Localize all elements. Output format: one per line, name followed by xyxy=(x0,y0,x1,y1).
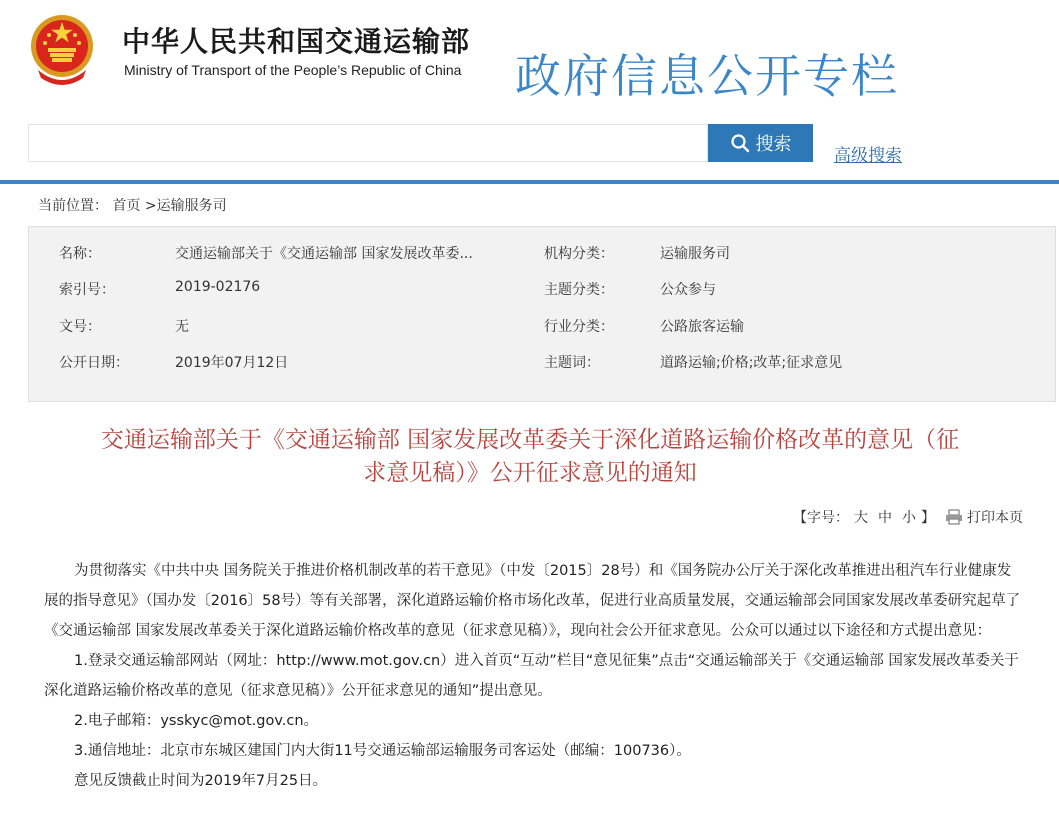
meta-index-value: 2019-02176 xyxy=(175,279,261,295)
body-paragraph: 为贯彻落实《中共中央 国务院关于推进价格机制改革的若干意见》（中发〔2015〕28号）和《国务院办公厅关于深化改革推进出租汽车行业健康发展的指导意见》（国办发〔2016〕58号）等有关部署，深化道路运输价格市场化改革，促进行业高质量发展，交通运输部会同国家发展改革委研究起草了《交通运输部 国家发展改革委关于深化道路运输价格改革的意见（征求意见稿）》，现向社会公开征求意见。公众可以通过以下途径和方式提出意见： xyxy=(44,563,1021,639)
meta-keywords-value: 道路运输;价格;改革;征求意见 xyxy=(660,355,843,371)
search-input[interactable] xyxy=(28,124,708,162)
meta-topic-value: 公众参与 xyxy=(660,282,716,298)
body-paragraph: 1.登录交通运输部网站（网址：http://www.mot.gov.cn）进入首页“互动”栏目“意见征集”点击“交通运输部关于《交通运输部 国家发展改革委关于深化道路运输价格改革的意见（征求意见稿）》公开征求意见的通知”提出意见。 xyxy=(44,653,1019,699)
breadcrumb-current-link[interactable]: 运输服务司 xyxy=(156,198,227,214)
meta-doc-no-value: 无 xyxy=(175,319,189,335)
body-paragraph: 意见反馈截止时间为2019年7月25日。 xyxy=(74,773,328,789)
header-divider xyxy=(0,180,1059,184)
body-paragraph: 3.通信地址：北京市东城区建国门内大街11号交通运输部运输服务司客运处（邮编：100736）。 xyxy=(74,743,691,759)
ministry-name-cn: 中华人民共和国交通运输部 xyxy=(122,25,471,58)
meta-name-label: 名称： xyxy=(59,246,101,262)
breadcrumb-separator: > xyxy=(140,198,157,214)
meta-industry-label: 行业分类： xyxy=(544,319,614,335)
meta-doc-no-label: 文号： xyxy=(59,319,101,335)
meta-keywords-label: 主题词： xyxy=(544,355,600,371)
font-size-close: 】 xyxy=(921,510,935,526)
meta-index-label: 索引号： xyxy=(59,282,115,298)
meta-topic-label: 主题分类： xyxy=(544,282,614,298)
font-size-label: 【字号： xyxy=(793,510,849,526)
font-size-large[interactable]: 大 xyxy=(854,510,868,526)
meta-org-label: 机构分类： xyxy=(544,246,614,262)
breadcrumb-prefix: 当前位置： xyxy=(38,198,108,214)
breadcrumb xyxy=(38,195,227,215)
printer-icon xyxy=(945,509,963,525)
print-page-label: 打印本页 xyxy=(967,510,1023,526)
meta-name-value: 交通运输部关于《交通运输部 国家发展改革委... xyxy=(175,246,473,262)
print-page-button[interactable] xyxy=(945,507,1023,527)
ministry-name-en: Ministry of Transport of the People’s Republic of China xyxy=(124,62,462,78)
meta-org-value: 运输服务司 xyxy=(660,246,730,262)
column-title: 政府信息公开专栏 xyxy=(515,49,899,103)
article-tools xyxy=(793,507,1023,527)
body-paragraph: 2.电子邮箱：ysskyc@mot.gov.cn。 xyxy=(74,713,319,729)
breadcrumb-home-link[interactable]: 首页 xyxy=(112,198,141,214)
document-metadata-panel xyxy=(28,226,1056,402)
document-title-line-1: 交通运输部关于《交通运输部 国家发展改革委关于深化道路运输价格改革的意见（征 xyxy=(100,427,960,453)
advanced-search-link[interactable]: 高级搜索 xyxy=(834,146,902,166)
document-title xyxy=(30,424,1030,490)
document-body xyxy=(44,556,1022,796)
font-size-small[interactable]: 小 xyxy=(902,510,916,526)
font-size-medium[interactable]: 中 xyxy=(878,510,892,526)
meta-industry-value: 公路旅客运输 xyxy=(660,319,744,335)
search-icon xyxy=(730,133,750,153)
meta-date-value: 2019年07月12日 xyxy=(175,355,289,371)
site-header xyxy=(0,0,1059,120)
meta-date-label: 公开日期： xyxy=(59,355,129,371)
document-title-line-2: 求意见稿）》公开征求意见的通知 xyxy=(363,460,697,486)
national-emblem-icon xyxy=(28,12,96,86)
search-button[interactable] xyxy=(708,124,813,162)
search-button-label: 搜索 xyxy=(755,134,792,155)
